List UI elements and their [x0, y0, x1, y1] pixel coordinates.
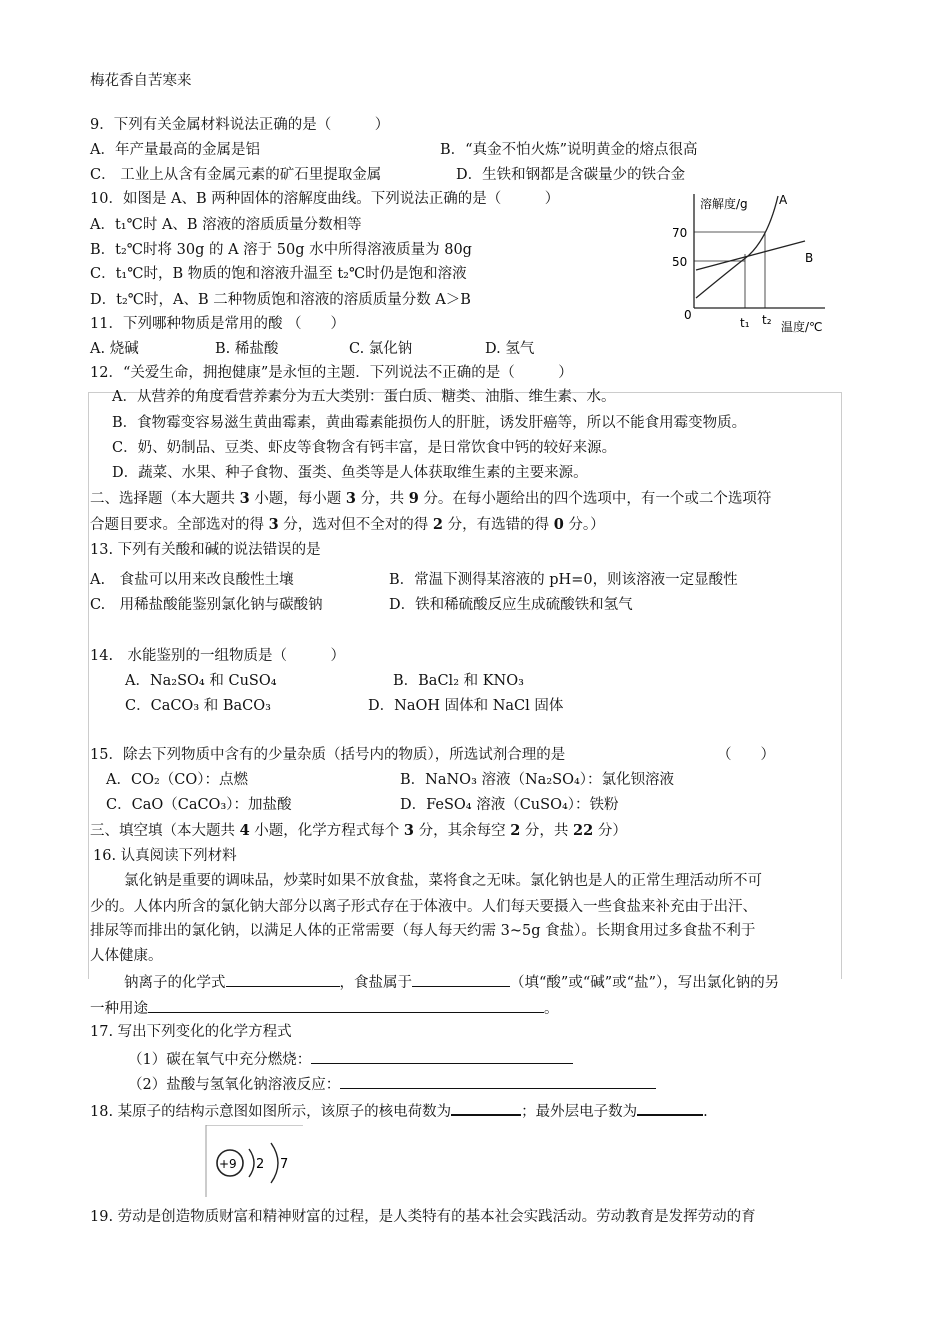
q9-stem: 9．下列有关金属材料说法正确的是（ ） — [90, 117, 390, 133]
q10-stem: 10．如图是 A、B 两种固体的溶解度曲线。下列说法正确的是（ ） — [90, 191, 560, 207]
q10-option-b: B．t₂℃时将 30g 的 A 溶于 50g 水中所得溶液质量为 80g — [90, 242, 472, 258]
q16-fill-line1: 钠离子的化学式 ，食盐属于 （填“酸”或“碱”或“盐”），写出氯化钠的另 — [124, 972, 779, 992]
graph-x-label: 温度/℃ — [781, 320, 823, 334]
q18-stem: 18. 某原子的结构示意图如图所示，该原子的核电荷数为 ；最外层电子数为 . — [90, 1100, 708, 1121]
q12-option-a: A．从营养的角度看营养素分为五大类别：蛋白质、糖类、油脂、维生素、水。 — [112, 389, 616, 405]
q14-option-a: A．Na₂SO₄ 和 CuSO₄ — [125, 673, 277, 689]
q15-answer-paren: （ ） — [717, 747, 775, 763]
nucleus-charge: +9 — [219, 1157, 237, 1171]
q12-option-c: C．奶、奶制品、豆类、虾皮等食物含有钙丰富，是日常饮食中钙的较好来源。 — [112, 440, 617, 456]
q16-stem: 16. 认真阅读下列材料 — [93, 848, 237, 864]
electron-shell-2 — [271, 1143, 278, 1183]
q16-paragraph-line1: 氯化钠是重要的调味品，炒菜时如果不放食盐，菜将食之无味。氯化钠也是人的正常生理活动所不可 — [124, 873, 762, 889]
q11-option-b: B. 稀盐酸 — [215, 341, 279, 357]
graph-y-tick-50: 50 — [672, 255, 688, 269]
nuclear-charge-blank[interactable] — [451, 1100, 521, 1116]
salt-type-blank[interactable] — [412, 972, 510, 987]
q10-option-d: D．t₂℃时，A、B 二种物质饱和溶液的溶质质量分数 A＞B — [90, 292, 471, 308]
shell-2-electrons: 7 — [280, 1157, 289, 1172]
graph-y-tick-70: 70 — [672, 226, 688, 240]
q15-option-b: B．NaNO₃ 溶液（Na₂SO₄）：氯化钡溶液 — [400, 772, 675, 788]
q16-paragraph-line4: 人体健康。 — [90, 948, 163, 964]
q14-option-d: D．NaOH 固体和 NaCl 固体 — [368, 698, 564, 714]
q19-text: 19. 劳动是创造物质财富和精神财富的过程，是人类特有的基本社会实践活动。劳动教育是发挥劳动的育 — [90, 1209, 756, 1225]
q10-option-c: C．t₁℃时，B 物质的饱和溶液升温至 t₂℃时仍是饱和溶液 — [90, 266, 467, 282]
q14-stem: 14. 水能鉴别的一组物质是（ ） — [90, 648, 346, 664]
graph-x-tick-t2: t₂ — [762, 313, 772, 327]
graph-x-tick-t1: t₁ — [740, 316, 750, 330]
graph-origin-label: 0 — [684, 308, 692, 322]
q17-equation1-blank[interactable] — [311, 1049, 573, 1064]
q13-option-d: D．铁和稀硫酸反应生成硫酸铁和氢气 — [389, 597, 633, 613]
section3-title: 三、填空填（本大题共 4 小题，化学方程式每个 3 分，其余每空 2 分，共 22 分） — [90, 822, 627, 839]
q14-option-b: B．BaCl₂ 和 KNO₃ — [393, 673, 524, 689]
q16-fill-line2: 一种用途 。 — [90, 998, 559, 1018]
solubility-graph — [670, 188, 850, 338]
q11-option-c: C. 氯化钠 — [349, 341, 413, 357]
q15-option-c: C．CaO（CaCO₃）：加盐酸 — [106, 797, 292, 813]
q14-option-c: C．CaCO₃ 和 BaCO₃ — [125, 698, 271, 714]
section2-line2: 合题目要求。全部选对的得 3 分，选对但不全对的得 2 分，有选错的得 0 分。） — [90, 516, 605, 533]
q15-stem: 15．除去下列物质中含有的少量杂质（括号内的物质），所选试剂合理的是 — [90, 747, 566, 763]
electron-shell-1 — [249, 1149, 254, 1177]
q16-paragraph-line2: 少的。人体内所含的氯化钠大部分以离子形式存在于体液中。人们每天要摄入一些食盐来补充由于出汗、 — [90, 899, 757, 915]
q12-stem: 12．“关爱生命，拥抱健康”是永恒的主题．下列说法不正确的是（ ） — [90, 365, 573, 381]
q9-option-c: C． 工业上从含有金属元素的矿石里提取金属 — [90, 167, 382, 183]
q12-option-b: B．食物霉变容易滋生黄曲霉素，黄曲霉素能损伤人的肝脏，诱发肝癌等，所以不能食用霉变物质。 — [112, 415, 747, 431]
q13-option-c: C. 用稀盐酸能鉴别氯化钠与碳酸钠 — [90, 597, 323, 613]
graph-curve-a-label: A — [779, 193, 788, 207]
graph-curve-b-label: B — [805, 251, 814, 265]
q17-stem: 17. 写出下列变化的化学方程式 — [90, 1024, 292, 1040]
q11-option-a: A. 烧碱 — [90, 341, 139, 357]
q9-option-a: A．年产量最高的金属是铝 — [90, 142, 260, 158]
q16-paragraph-line3: 排尿等而排出的氯化钠，以满足人体的正常需要（每人每天约需 3~5g 食盐）。长期食用过多食盐不利于 — [90, 923, 756, 939]
nacl-use-blank[interactable] — [148, 998, 544, 1013]
q10-option-a: A．t₁℃时 A、B 溶液的溶质质量分数相等 — [90, 217, 362, 233]
q17-sub2: （2）盐酸与氢氧化钠溶液反应： — [128, 1074, 656, 1094]
outer-electrons-blank[interactable] — [637, 1100, 703, 1116]
q9-option-d: D．生铁和钢都是含碳量少的铁合金 — [456, 167, 686, 183]
q13-option-b: B．常温下测得某溶液的 pH=0，则该溶液一定显酸性 — [389, 572, 738, 588]
section2-line1: 二、选择题（本大题共 3 小题，每小题 3 分，共 9 分。在每小题给出的四个选项中，有一个或二个选项符 — [90, 490, 772, 507]
q13-option-a: A. 食盐可以用来改良酸性土壤 — [90, 572, 294, 588]
sodium-ion-blank[interactable] — [226, 972, 340, 987]
graph-curve-b — [696, 241, 805, 270]
q9-option-b: B．“真金不怕火炼”说明黄金的熔点很高 — [440, 142, 698, 158]
shell-1-electrons: 2 — [256, 1157, 265, 1172]
graph-y-label: 溶解度/g — [700, 197, 748, 211]
q13-stem: 13. 下列有关酸和碱的说法错误的是 — [90, 542, 321, 558]
q15-option-d: D．FeSO₄ 溶液（CuSO₄）：铁粉 — [400, 797, 619, 813]
graph-curve-a — [696, 196, 778, 298]
q17-equation2-blank[interactable] — [340, 1074, 656, 1089]
q11-option-d: D. 氢气 — [485, 341, 535, 357]
q12-option-d: D．蔬菜、水果、种子食物、蛋类、鱼类等是人体获取维生素的主要来源。 — [112, 465, 588, 481]
atom-structure-diagram — [205, 1125, 305, 1197]
q17-sub1: （1）碳在氧气中充分燃烧： — [128, 1049, 573, 1069]
q11-stem: 11．下列哪种物质是常用的酸 （ ） — [90, 316, 346, 332]
page-header: 梅花香自苦寒来 — [90, 73, 192, 89]
q15-option-a: A．CO₂（CO）：点燃 — [106, 772, 248, 788]
